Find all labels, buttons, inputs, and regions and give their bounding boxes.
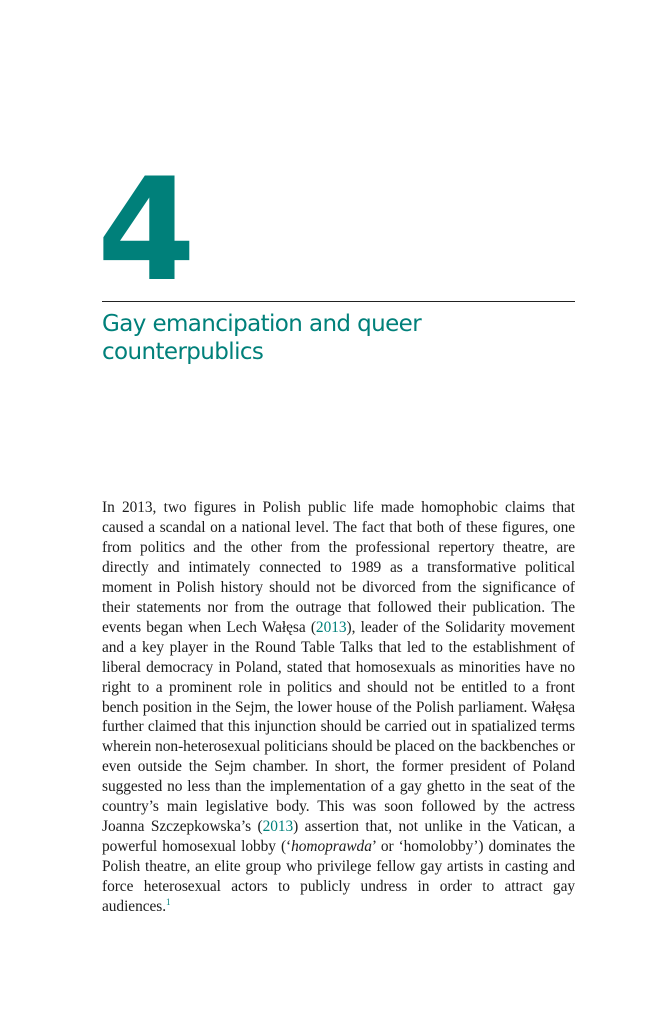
body-text-segment: ) assertion that, not unlike in the Vatican, a powerful homosexual lobby (‘: [102, 818, 575, 856]
body-paragraph: [102, 498, 575, 917]
citation-link-szczepkowska-2013[interactable]: 2013: [262, 818, 294, 836]
chapter-title: Gay emancipation and queer counterpublics: [102, 311, 422, 365]
body-text-segment: In 2013, two figures in Polish public life made homophobic claims that caused a scandal on a national level. The fact that both of these figures, one from politics and the other from the professional repertory theatre, are directly and intimately connected to 1989 as a transformative political moment in Polish history should not be divorced from the significance of their statements nor from the outrage that followed their publication. The events began when Lech Wałęsa (: [102, 499, 575, 636]
body-text-segment: ), leader of the Solidarity movement and a key player in the Round Table Talks that led to the establishment of liberal democracy in Poland, stated that homosexuals as minorities have no right to a prominent role in politics and should not be entitled to a front bench position in the Sejm, the lower house of the Polish parliament. Wałęsa further claimed that this injunction should be carried out in spatialized terms wherein non-heterosexual politicians should be placed on the backbenches or even outside the Sejm chamber. In short, the former president of Poland suggested no less than the implementation of a gay ghetto in the seat of the country’s main legislative body. This was soon followed by the actress Joanna Szczepkowska’s (: [102, 618, 575, 836]
body-text-segment: ’ or ‘homolobby’) dominates the Polish theatre, an elite group who privilege fellow gay artists in casting and force heterosexual actors to publicly undress in order to attract gay audiences.: [102, 838, 576, 916]
italic-term: homoprawda: [291, 838, 372, 856]
chapter-number: 4: [97, 148, 194, 313]
chapter-divider: [102, 301, 575, 302]
footnote-marker[interactable]: 1: [166, 896, 171, 907]
citation-link-walesa-2013[interactable]: 2013: [315, 618, 347, 636]
